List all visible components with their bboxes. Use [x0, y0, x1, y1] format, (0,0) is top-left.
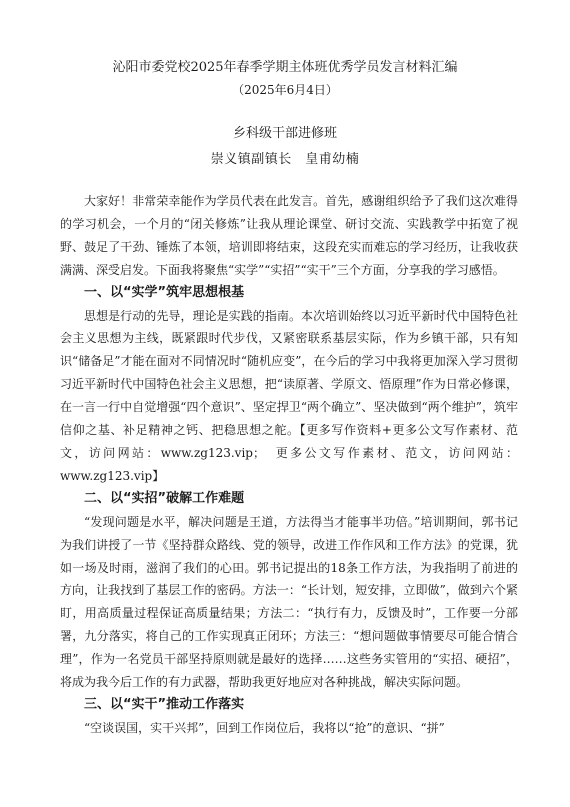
- document-date: （2025年6月4日）: [232, 83, 338, 97]
- document-body: [60, 190, 518, 740]
- section-paragraph: “发现问题是水平，解决问题是王道，方法得当才能事半功倍。”培训期间，郭书记为我们讲授了一节《坚持群众路线、党的领导，改进工作作风和工作方法》的党课，犹如一场及时雨，滋润了我们的心田。郭书记提出的18条工作方法，为我指明了前进的方向，让我找到了基层工作的密码。方法一：“长计划，短安排，立即做”，做到六个紧盯，用高质量过程保证高质量结果；方法二：“执行有力，反馈及时”，工作要一分部署，九分落实，将自己的工作实现真正闭环；方法三：“想问题做事情要尽可能合情合理”，作为一名党员干部坚持原则就是最好的选择……这些务实管用的“实招、硬招”，将成为我今后工作的有力武器，帮助我更好地应对各种挑战，解决实际问题。: [60, 514, 518, 690]
- section-heading: 二、以“实招”破解工作难题: [84, 490, 245, 506]
- section-heading: 三、以“实干”推动工作落实: [84, 696, 245, 712]
- document-title: 沁阳市委党校2025年春季学期主体班优秀学员发言材料汇编: [112, 60, 458, 75]
- class-name: 乡科级干部进修班: [232, 126, 337, 141]
- section-paragraph: “空谈误国，实干兴邦”，回到工作岗位后，我将以“抢”的意识、“拼”: [84, 720, 445, 735]
- section-paragraph: 思想是行动的先导，理论是实践的指南。本次培训始终以习近平新时代中国特色社会主义思想为主线，既紧跟时代步伐，又紧密联系基层实际，作为乡镇干部，只有知识“储备足”才能在面对不同情况时“随机应变”，在今后的学习中我将更加深入学习贯彻习近平新时代中国特色社会主义思想，把“读原著、学原文、悟原理”作为日常必修课，在一言一行中自觉增强“四个意识”、坚定捍卫“两个确立”、坚决做到“两个维护”，筑牢信仰之基、补足精神之钙、把稳思想之舵。【更多写作资料+更多公文写作素材、范文，访问网站：www.zg123.vip； 更多公文写作素材、范文，访问网站：www.zg123.vip】: [60, 308, 518, 483]
- speaker-line: 崇义镇副镇长 皇甫幼楠: [210, 152, 360, 167]
- section-heading: 一、以“实学”筑牢思想根基: [84, 284, 245, 300]
- intro-paragraph: 大家好！非常荣幸能作为学员代表在此发言。首先，感谢组织给予了我们这次难得的学习机会，一个月的“闭关修炼”让我从理论课堂、研讨交流、实践教学中拓宽了视野、鼓足了干劲、锤炼了本领，培训即将结束，这段充实而难忘的学习经历，让我收获满满、深受启发。下面我将聚焦“实学”“实招”“实干”三个方面，分享我的学习感悟。: [60, 194, 518, 277]
